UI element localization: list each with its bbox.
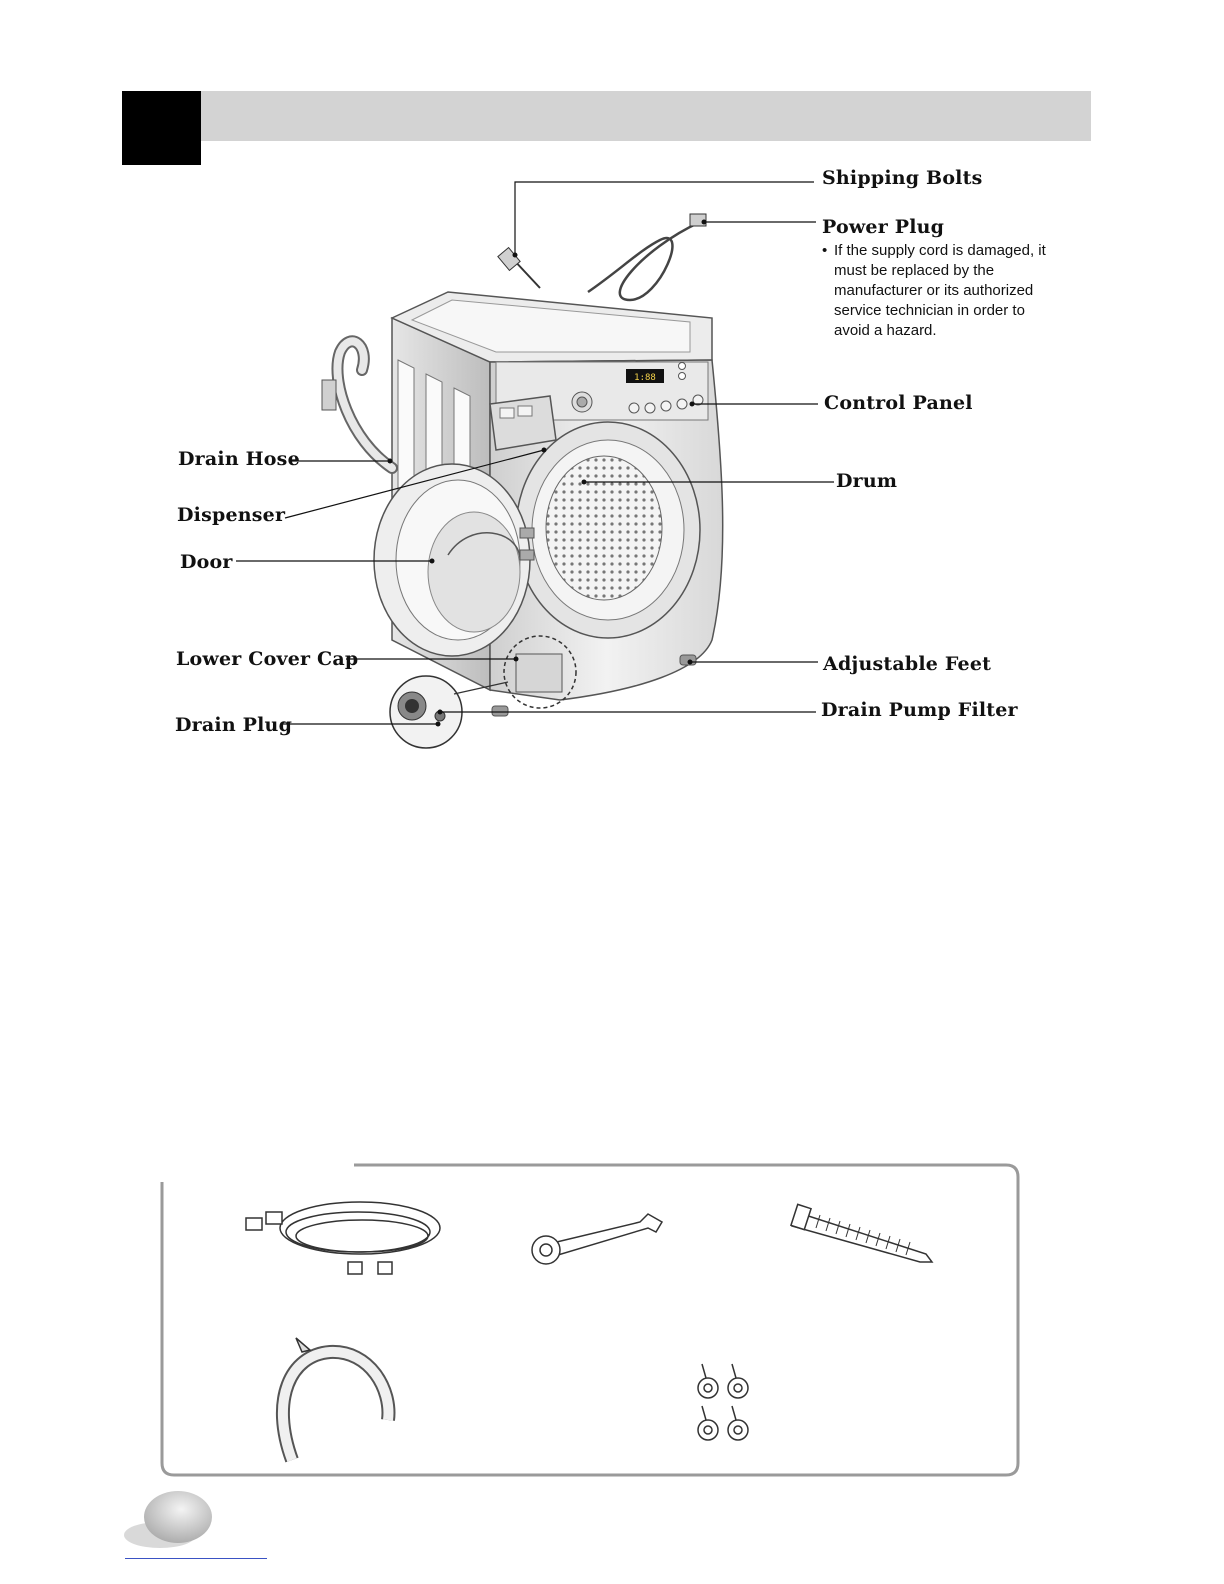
note-text: If the supply cord is damaged, it must be replaced by the manufacturer or its authorized service technician in order to avoid a hazard. bbox=[834, 242, 1046, 339]
label-lower-cover-cap: Lower Cover Cap bbox=[176, 648, 359, 670]
label-door: Door bbox=[180, 551, 233, 573]
label-adjustable-feet: Adjustable Feet bbox=[823, 653, 992, 675]
label-drain-hose: Drain Hose bbox=[178, 448, 300, 470]
label-drain-pump-filter: Drain Pump Filter bbox=[821, 699, 1018, 721]
label-drain-plug: Drain Plug bbox=[175, 714, 293, 736]
label-control-panel: Control Panel bbox=[824, 392, 973, 414]
label-drum: Drum bbox=[836, 470, 898, 492]
label-shipping-bolts: Shipping Bolts bbox=[822, 167, 983, 189]
label-dispenser: Dispenser bbox=[177, 504, 286, 526]
footer-link-line bbox=[125, 1558, 267, 1559]
label-power-plug: Power Plug bbox=[822, 216, 945, 238]
svg-text:1:88: 1:88 bbox=[634, 373, 656, 383]
note-bullet: • bbox=[822, 242, 828, 259]
